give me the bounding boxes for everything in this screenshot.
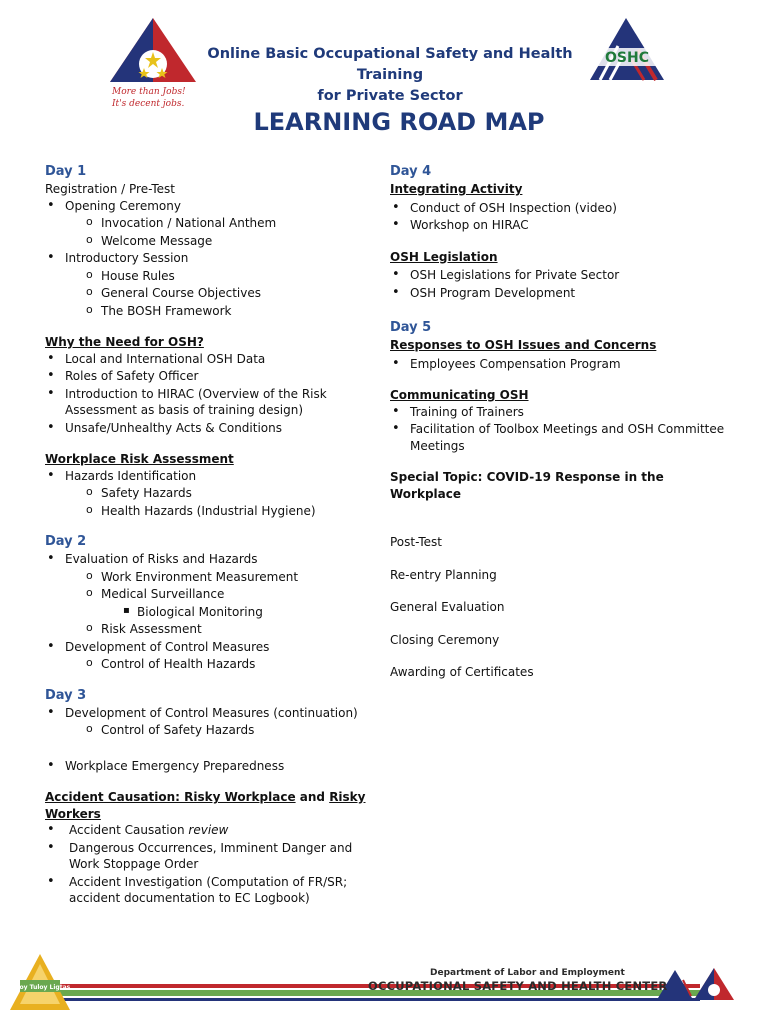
communicating-list [390,404,730,455]
list-item: o General Course Objectives [45,285,385,302]
special-topic: Special Topic: COVID-19 Response in the Workplace [390,470,664,501]
left-column [45,164,385,908]
list-item: • Introduction to HIRAC (Overview of the Risk Assessment as basis of training design) [45,386,385,419]
mascot-icon [10,954,70,1010]
day1-list [45,198,385,320]
list-item: o Health Hazards (Industrial Hygiene) [45,503,385,520]
list-item: • Workplace Emergency Preparedness [45,758,385,775]
day2-list [45,551,385,673]
list-item: • OSH Program Development [390,285,730,302]
dole-tagline-1: More than Jobs! [112,87,186,97]
header-title-line2: for Private Sector [317,88,463,104]
closing-item: General Evaluation [390,600,505,614]
closing-item: Closing Ceremony [390,632,500,647]
day4-label: Day 4 [390,164,432,179]
workplace-risk-list [45,468,385,520]
footer-center-name: OCCUPATIONAL SAFETY AND HEALTH CENTER [368,979,668,993]
accident-item-1: Accident Causation [69,823,189,837]
header-title-line1: Online Basic Occupational Safety and Health Training [207,46,573,83]
day1-intro: Registration / Pre-Test [45,182,175,196]
list-item [45,822,385,839]
list-item: • Opening Ceremony [45,198,385,215]
day2-label: Day 2 [45,534,87,549]
accident-heading [45,789,385,822]
responses-heading: Responses to OSH Issues and Concerns [390,338,657,352]
list-item: • Dangerous Occurrences, Imminent Danger and Work Stoppage Order [45,840,385,873]
list-item: o Invocation / National Anthem [45,215,385,232]
workplace-risk-heading: Workplace Risk Assessment [45,452,234,466]
accident-heading-part2: and [295,790,330,804]
list-item: • OSH Legislations for Private Sector [390,267,730,284]
list-item: • Accident Investigation (Computation of FR/SR; accident documentation to EC Logbook) [45,874,385,907]
accident-heading-part3: Risky Workers [45,790,366,821]
list-item: o Medical Surveillance [45,586,385,603]
list-item: o Risk Assessment [45,621,385,638]
list-item: • Development of Control Measures (continuation) [45,705,385,722]
why-osh-list [45,351,385,437]
integrating-heading: Integrating Activity [390,182,523,196]
oshc-logo-text: OSHC [605,50,649,66]
list-item: o Control of Health Hazards [45,656,385,673]
page-title: LEARNING ROAD MAP [253,108,545,136]
responses-list [390,356,730,373]
mascot-badge-text: Tuloy Tuloy Ligtas [9,984,71,991]
list-item: • Training of Trainers [390,404,730,421]
integrating-list [390,200,730,234]
list-item: o Work Environment Measurement [45,569,385,586]
list-item: • Employees Compensation Program [390,356,730,373]
list-item: • Evaluation of Risks and Hazards [45,551,385,568]
list-item: • Development of Control Measures [45,639,385,656]
list-item: o Welcome Message [45,233,385,250]
closing-item: Awarding of Certificates [390,665,534,679]
communicating-heading: Communicating OSH [390,388,529,402]
accident-list [45,822,385,907]
list-item: • Local and International OSH Data [45,351,385,368]
day5-label: Day 5 [390,320,432,335]
list-item: • Conduct of OSH Inspection (video) [390,200,730,217]
list-item: o Safety Hazards [45,485,385,502]
accident-heading-part1: Accident Causation: Risky Workplace [45,790,296,804]
list-item: • Roles of Safety Officer [45,368,385,385]
day3-list [45,705,385,739]
list-item: o The BOSH Framework [45,303,385,320]
right-column [390,164,730,697]
header-title [180,44,600,107]
day3-list-2 [45,758,385,775]
day3-label: Day 3 [45,687,87,703]
list-item: ▪ Biological Monitoring [45,604,385,621]
accident-item-1-italic: review [188,823,229,837]
list-item: • Workshop on HIRAC [390,217,730,234]
closing-item: Re-entry Planning [390,567,497,582]
legislation-heading: OSH Legislation [390,249,498,264]
day1-label: Day 1 [45,164,87,179]
list-item: • Facilitation of Toolbox Meetings and OSH Committee Meetings [390,421,730,454]
footer-department: Department of Labor and Employment [430,968,625,978]
list-item: o House Rules [45,268,385,285]
why-osh-heading: Why the Need for OSH? [45,335,204,349]
list-item: • Unsafe/Unhealthy Acts & Conditions [45,420,385,437]
list-item: o Control of Safety Hazards [45,722,385,739]
closing-item: Post-Test [390,535,442,549]
legislation-list [390,267,730,301]
list-item: • Hazards Identification [45,468,385,485]
dole-tagline-2: It's decent jobs. [112,99,185,109]
list-item: • Introductory Session [45,250,385,267]
